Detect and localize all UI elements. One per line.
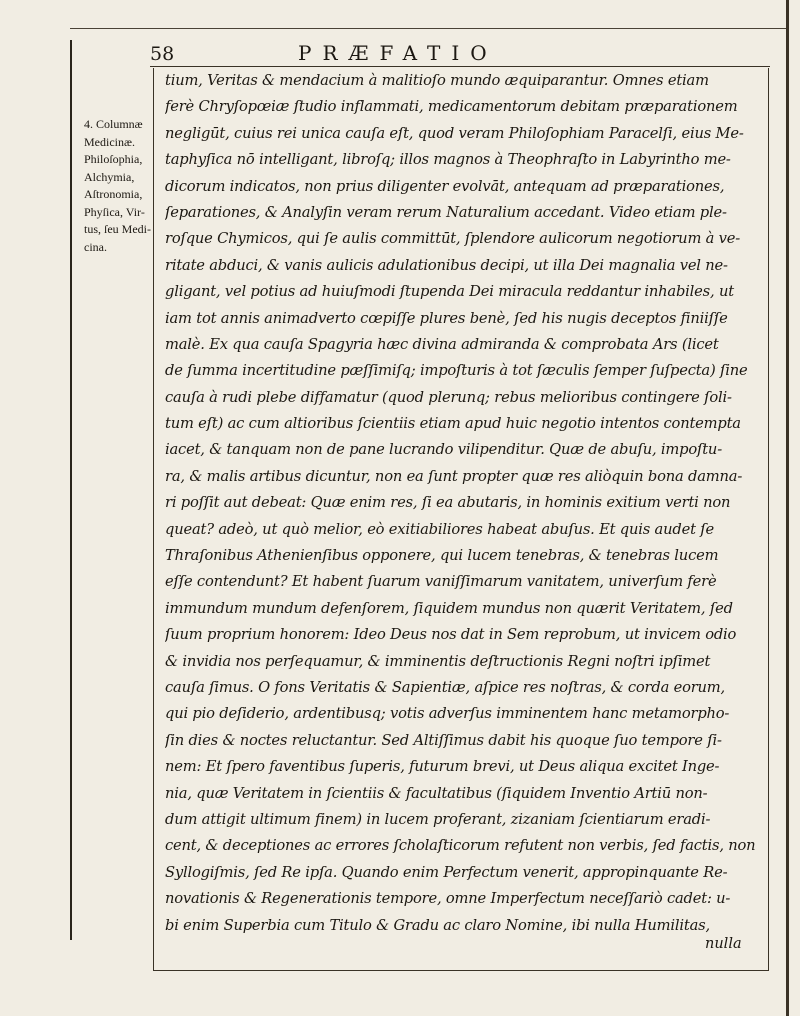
- page-number: 58: [150, 43, 175, 65]
- text-line: nem: Et ſpero faventibus ſuperis, futurum brevi, ut Deus aliqua excitet Inge-: [165, 758, 720, 776]
- margin-note-line: Aſtronomia,: [84, 187, 143, 201]
- text-line: ſeparationes, & Analyſin veram rerum Naturalium accedant. Video etiam ple-: [165, 203, 727, 221]
- text-line: de ſumma incertitudine pæſſimiſq; impoſturis à tot ſæculis ſemper ſuſpecta) ſine: [165, 362, 748, 380]
- text-line: taphyſica nō intelligant, libroſq; illos magnos à Theophraſto in Labyrintho me-: [165, 151, 731, 169]
- text-line: cauſa à rudi plebe diffamatur (quod plerunq; rebus melioribus contingere ſoli-: [165, 388, 732, 406]
- text-line: malè. Ex qua cauſa Spagyria hæc divina admiranda & comprobata Ars (licet: [165, 335, 719, 353]
- text-line: gligant, vel potius ad huiuſmodi ſtupenda Dei miracula reddantur inhabiles, ut: [165, 283, 734, 301]
- text-line: cent, & deceptiones ac errores ſcholaſticorum refutent non verbis, ſed factis, non: [165, 837, 756, 855]
- text-line: iacet, & tanquam non de pane lucrando vilipenditur. Quæ de abuſu, impoſtu-: [165, 441, 722, 459]
- text-line: dum attigit ultimum finem) in lucem proferant, zizaniam ſcientiarum eradi-: [165, 810, 711, 828]
- text-line: roſque Chymicos, qui ſe aulis committūt, ſplendore aulicorum negotiorum à ve-: [165, 230, 741, 248]
- running-title: PRÆFATIO: [298, 41, 498, 65]
- text-line: ferè Chryſopœiæ ſtudio inflammati, medicamentorum debitam præparationem: [165, 98, 738, 116]
- margin-note-line: Alchymia,: [84, 169, 135, 184]
- text-line: Thraſonibus Athenienſibus opponere, qui lucem tenebras, & tenebras lucem: [165, 547, 719, 565]
- margin-note-line: cina.: [84, 239, 107, 254]
- text-line: ſin dies & noctes reluctantur. Sed Altiſſimus dabit his quoque ſuo tempore ſi-: [165, 731, 722, 749]
- text-line: tium, Veritas & mendacium à malitioſo mundo æquiparantur. Omnes etiam: [165, 72, 709, 89]
- text-line: Syllogiſmis, ſed Re ipſa. Quando enim Perfectum venerit, appropinquante Re-: [165, 863, 728, 881]
- body-text: [165, 68, 761, 939]
- text-line: ſuum proprium honorem: Ideo Deus nos dat in Sem reprobum, ut invicem odio: [165, 626, 737, 644]
- text-line: dicorum indicatos, non prius diligenter evolvāt, antequam ad præparationes,: [165, 177, 725, 195]
- text-line: negligūt, cuius rei unica cauſa eſt, quod veram Philoſophiam Paracelſi, eius Me-: [165, 124, 744, 142]
- page-header: [150, 43, 770, 65]
- left-margin-rule: [70, 40, 72, 940]
- right-page-edge: [786, 0, 789, 1016]
- catchword: nulla: [705, 936, 742, 952]
- text-line: eſſe contendunt? Et habent ſuarum vaniſſimarum vanitatem, univerſum ferè: [165, 573, 717, 591]
- text-line: ri poſſit aut debeat: Quæ enim res, ſi ea abutaris, in hominis exitium verti non: [165, 494, 731, 512]
- text-line: immundum mundum defenſorem, ſiquidem mundus non quærit Veritatem, ſed: [165, 599, 733, 617]
- text-line: qui pio deſiderio, ardentibusq; votis adverſus imminentem hanc metamorpho-: [165, 705, 730, 723]
- text-line: queat? adeò, ut quò melior, eò exitiabiliores habeat abuſus. Et quis audet ſe: [165, 520, 714, 538]
- margin-note-line: Philoſophia,: [84, 152, 143, 166]
- text-line: cauſa ſimus. O fons Veritatis & Sapientiæ, aſpice res noſtras, & corda eorum,: [165, 678, 726, 696]
- text-line: tum eſt) ac cum altioribus ſcientiis etiam apud huic negotio intentos contempta: [165, 415, 741, 433]
- margin-note-line: Phyſica, Vir-: [84, 204, 145, 219]
- text-line: bi enim Superbia cum Titulo & Gradu ac claro Nomine, ibi nulla Humilitas,: [165, 916, 710, 934]
- margin-note-line: Medicinæ.: [84, 134, 135, 149]
- text-line: nia, quæ Veritatem in ſcientiis & facultatibus (ſiquidem Inventio Artiū non-: [165, 784, 708, 802]
- text-line: ra, & malis artibus dicuntur, non ea ſunt propter quæ res aliòquin bona damna-: [165, 467, 743, 485]
- text-line: iam tot annis animadverto cœpiſſe plures benè, ſed his nugis deceptos finiiſſe: [165, 309, 728, 327]
- text-line: & invidia nos perſequamur, & imminentis deſtructionis Regni noſtri ipſimet: [165, 652, 711, 670]
- text-line: novationis & Regenerationis tempore, omne Imperfectum neceſſariò cadet: u-: [165, 890, 731, 908]
- margin-note: [84, 116, 154, 256]
- top-edge-rule: [70, 28, 786, 29]
- margin-note-line: 4. Columnæ: [84, 117, 143, 131]
- text-line: ritate abduci, & vanis aulicis adulationibus decipi, ut illa Dei magnalia vel ne-: [165, 256, 728, 274]
- margin-note-line: tus, ſeu Medi-: [84, 222, 151, 236]
- header-rule: [150, 66, 770, 67]
